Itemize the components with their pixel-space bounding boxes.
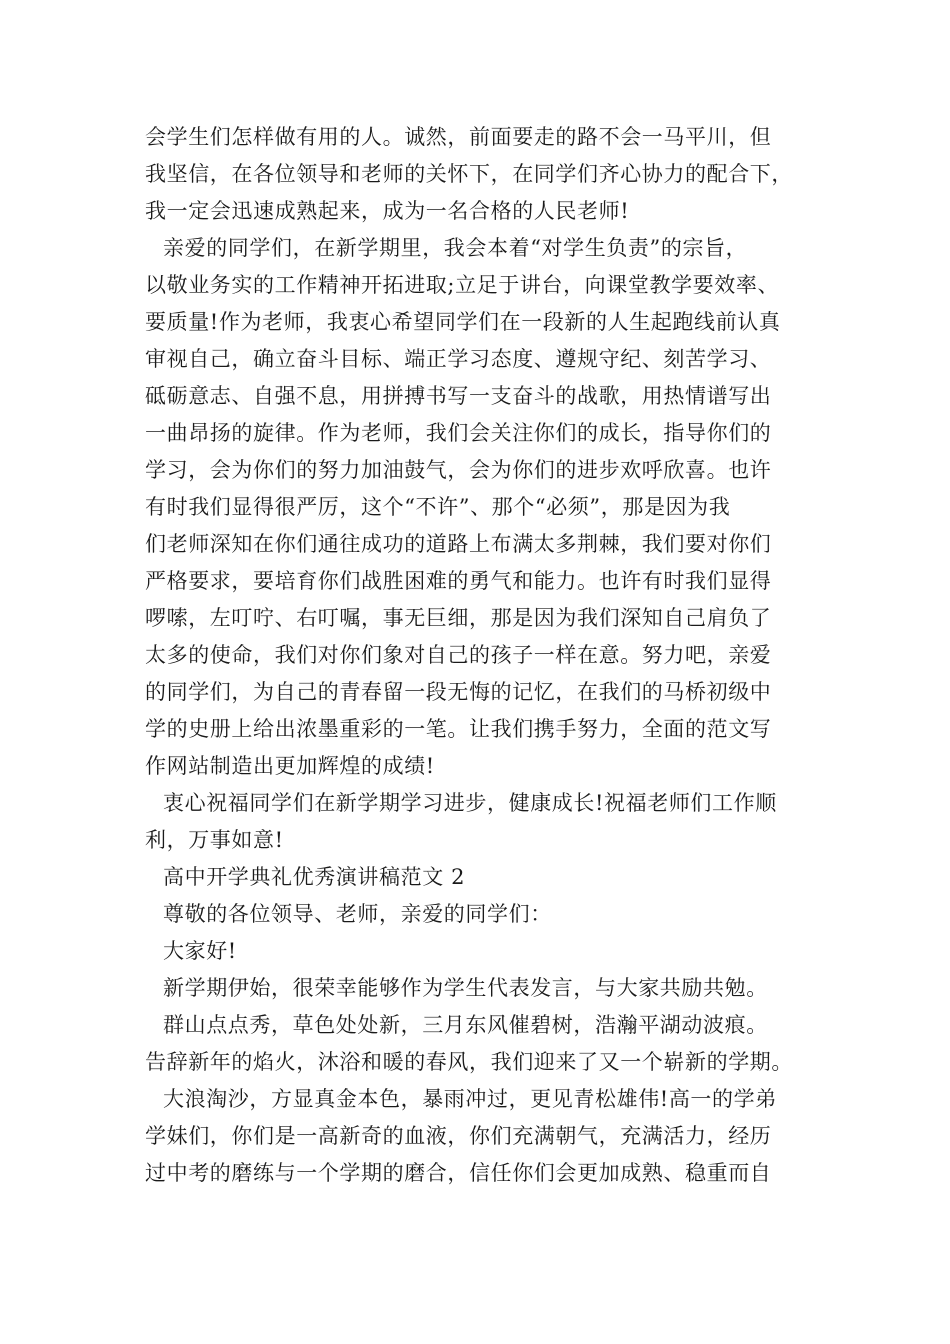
- text-line: 学习，会为你们的努力加油鼓气，会为你们的进步欢呼欣喜。也许: [145, 458, 772, 482]
- text-line: 利，万事如意!: [145, 828, 284, 852]
- text-line: 群山点点秀，草色处处新，三月东风催碧树，浩瀚平湖动波痕。: [163, 1013, 768, 1037]
- text-line: 作网站制造出更加辉煌的成绩!: [145, 754, 435, 778]
- text-line: 一曲昂扬的旋律。作为老师，我们会关注你们的成长，指导你们的: [145, 421, 772, 445]
- text-line: 我坚信，在各位领导和老师的关怀下，在同学们齐心协力的配合下，: [145, 162, 793, 186]
- text-line: 太多的使命，我们对你们象对自己的孩子一样在意。努力吧，亲爱: [145, 643, 772, 667]
- text-line: 啰嗦，左叮咛、右叮嘱，事无巨细，那是因为我们深知自己肩负了: [145, 606, 772, 630]
- text-line: 大浪淘沙，方显真金本色，暴雨冲过，更见青松雄伟!高一的学弟: [163, 1087, 777, 1111]
- text-line: 以敬业务实的工作精神开拓进取;立足于讲台，向课堂教学要效率、: [145, 273, 780, 297]
- text-line: 告辞新年的焰火，沐浴和暖的春风，我们迎来了又一个崭新的学期。: [145, 1050, 793, 1074]
- text-line: 衷心祝福同学们在新学期学习进步，健康成长!祝福老师们工作顺: [163, 791, 777, 815]
- text-line: 的同学们，为自己的青春留一段无悔的记忆，在我们的马桥初级中: [145, 680, 772, 704]
- text-line: 尊敬的各位领导、老师，亲爱的同学们：: [163, 902, 552, 926]
- text-line: 砥砺意志、自强不息，用拼搏书写一支奋斗的战歌，用热情谱写出: [145, 384, 772, 408]
- text-line: 过中考的磨练与一个学期的磨合，信任你们会更加成熟、稳重而自: [145, 1161, 772, 1185]
- text-line: 学妹们，你们是一高新奇的血液，你们充满朝气，充满活力，经历: [145, 1124, 772, 1148]
- text-line: 新学期伊始，很荣幸能够作为学生代表发言，与大家共励共勉。: [163, 976, 768, 1000]
- text-line: 学的史册上给出浓墨重彩的一笔。让我们携手努力，全面的范文写: [145, 717, 772, 741]
- text-line: 我一定会迅速成熟起来，成为一名合格的人民老师!: [145, 199, 630, 223]
- text-line: 有时我们显得很严厉，这个“不许”、那个“必须”，那是因为我: [145, 495, 731, 519]
- text-line: 亲爱的同学们，在新学期里，我会本着“对学生负责”的宗旨，: [163, 236, 748, 260]
- text-line: 会学生们怎样做有用的人。诚然，前面要走的路不会一马平川，但: [145, 125, 772, 149]
- text-line: 严格要求，要培育你们战胜困难的勇气和能力。也许有时我们显得: [145, 569, 772, 593]
- section-heading: 高中开学典礼优秀演讲稿范文 2: [163, 865, 466, 889]
- text-line: 大家好!: [163, 939, 237, 963]
- text-line: 们老师深知在你们通往成功的道路上布满太多荆棘，我们要对你们: [145, 532, 772, 556]
- text-line: 审视自己，确立奋斗目标、端正学习态度、遵规守纪、刻苦学习、: [145, 347, 772, 371]
- text-line: 要质量!作为老师，我衷心希望同学们在一段新的人生起跑线前认真: [145, 310, 781, 334]
